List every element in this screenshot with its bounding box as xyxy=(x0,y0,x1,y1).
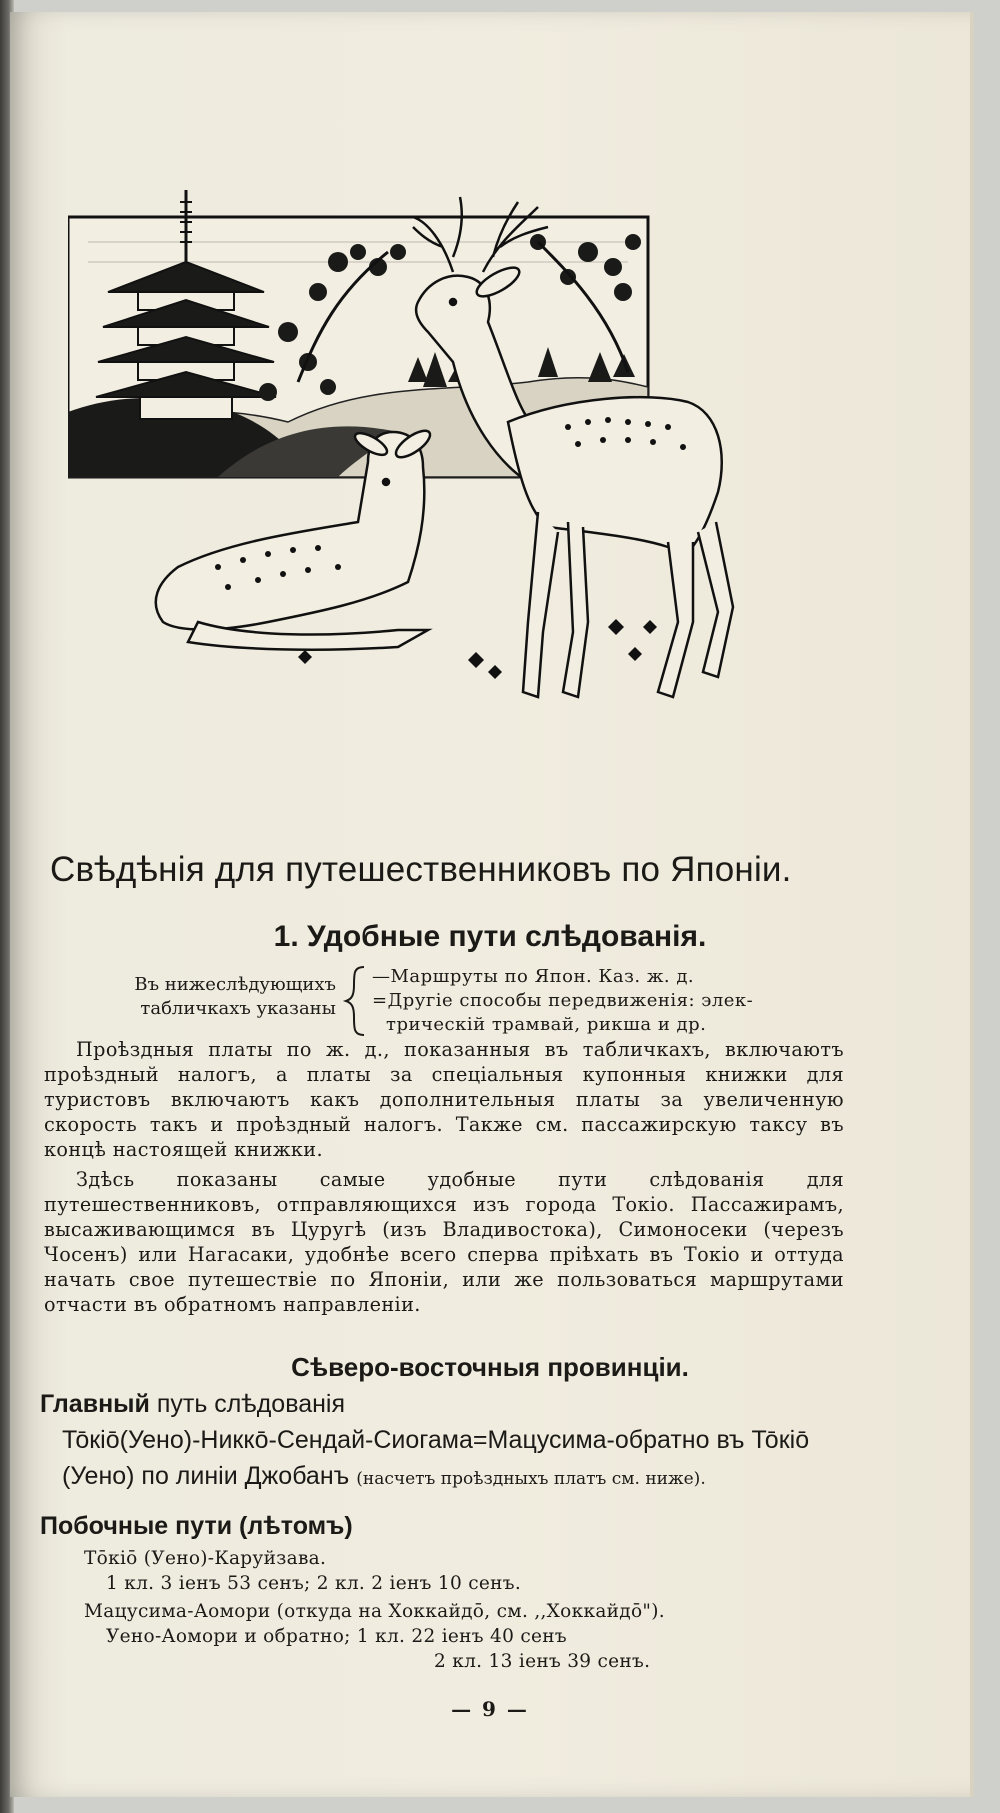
region-heading: Сѣверо-восточныя провинціи. xyxy=(291,1352,689,1382)
paragraph-routes: Здѣсь показаны самые удобные пути слѣдованія для путешественниковъ, отправляющихся изъ города Токіо. Пассажирамъ, высаживающимся въ Цуругѣ (изъ Владивостока), Симоносеки (черезъ Чосенъ) или Нагасаки, удобнѣе всего сперва пріѣхать въ Токіо и оттуда начать свое путешествіе по Японіи, или же пользоваться маршрутами отчасти въ обратномъ направленіи. xyxy=(44,1168,844,1316)
brace-left-line: Въ нижеслѣдующихъ xyxy=(134,974,336,995)
side-route-line: Мацусима-Аомори (откуда на Хоккайдо̄, см. ,,Хоккайдо̄"). xyxy=(84,1601,665,1622)
side-route-line: 1 кл. 3 іенъ 53 сенъ; 2 кл. 2 іенъ 10 сенъ. xyxy=(106,1573,522,1594)
main-route-description: То̄кіо̄(Уено)-Никко̄-Сендай-Сиогама=Мацусима-обратно въ То̄кіо̄ (Уено) по линіи Джобанъ xyxy=(62,1426,810,1490)
side-routes-heading: Побочные пути (лѣтомъ) xyxy=(40,1512,353,1540)
main-route-label-bold: Главный xyxy=(40,1390,150,1418)
brace-right-line: =Другіе способы передвиженія: элек- xyxy=(372,990,754,1011)
paragraph-fares: Проѣздныя платы по ж. д., показанныя въ табличкахъ, включаютъ проѣздный налогъ, а платы за спеціальныя купонныя книжки для туристовъ включаютъ какъ дополнительныя платы за увеличенную скорость такъ и проѣздный налогъ. Также см. пассажирскую таксу въ концѣ настоящей книжки. xyxy=(44,1038,844,1161)
page-title: Свѣдѣнія для путешественниковъ по Японіи. xyxy=(50,850,792,889)
side-route-line: То̄кіо̄ (Уено)-Каруйзава. xyxy=(84,1548,327,1569)
book-page xyxy=(10,12,974,1797)
brace-left-line: табличкахъ указаны xyxy=(140,998,336,1019)
deer-pagoda-illustration xyxy=(68,182,848,832)
brace-right-line: трическій трамвай, рикша и др. xyxy=(386,1014,707,1035)
side-route-line: Уено-Аомори и обратно; 1 кл. 22 іенъ 40 сенъ xyxy=(106,1626,567,1647)
brace-right-text xyxy=(372,965,753,1037)
brace-right-line: —Маршруты по Япон. Каз. ж. д. xyxy=(372,966,695,987)
brace-note xyxy=(74,965,874,1035)
side-route-line: 2 кл. 13 іенъ 39 сенъ. xyxy=(434,1651,651,1672)
main-route-text xyxy=(62,1422,852,1497)
main-route-note: (насчетъ проѣздныхъ платъ см. ниже). xyxy=(356,1469,706,1489)
main-route-heading xyxy=(40,1390,345,1419)
section-subtitle: 1. Удобные пути слѣдованія. xyxy=(273,920,707,953)
brace-left-text xyxy=(74,973,336,1021)
curly-brace-icon xyxy=(340,965,370,1037)
page-number: — 9 — xyxy=(451,1697,529,1721)
main-route-label-rest: путь слѣдованія xyxy=(149,1390,346,1418)
